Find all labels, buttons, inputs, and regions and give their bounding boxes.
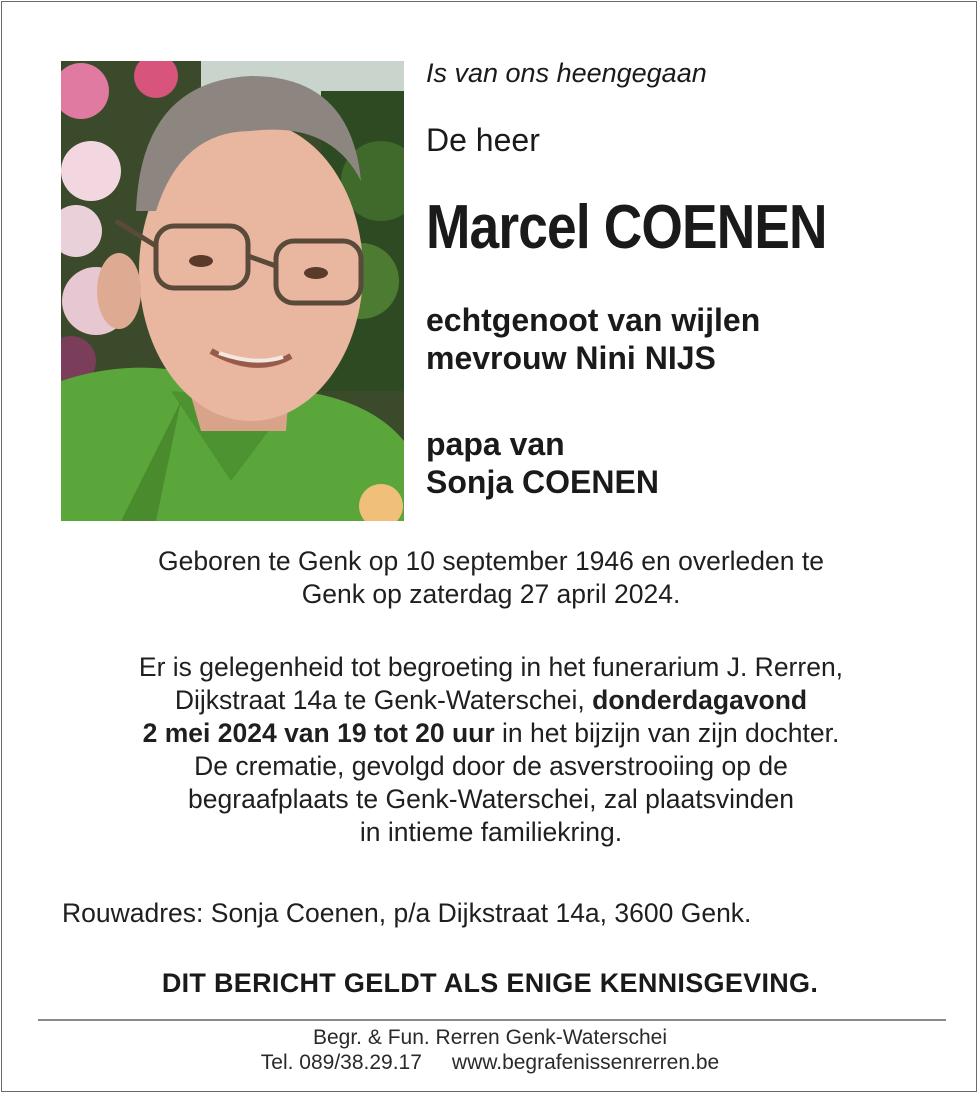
visit-line-3-bold: 2 mei 2024 van 19 tot 20 uur — [142, 718, 495, 748]
portrait-photo — [61, 61, 404, 521]
child-line-2: Sonja COENEN — [426, 464, 659, 500]
spouse-info — [426, 301, 760, 377]
spouse-line-2: mevrouw Nini NIJS — [426, 340, 716, 376]
visit-line-2-bold: donderdagavond — [592, 685, 808, 715]
deceased-name: Marcel COENEN — [426, 193, 827, 262]
visit-line-5: begraafplaats te Genk-Waterschei, zal plaatsvinden — [188, 784, 794, 814]
honorific: De heer — [426, 122, 540, 158]
mourning-address: Rouwadres: Sonja Coenen, p/a Dijkstraat 14a, 3600 Genk. — [62, 898, 752, 928]
funeral-home-website[interactable]: www.begrafenissenrerren.be — [451, 1051, 720, 1074]
obituary-card — [1, 1, 977, 1092]
visit-line-4: De crematie, gevolgd door de asverstrooiing op de — [194, 751, 788, 781]
visitation-paragraph — [32, 651, 950, 849]
funeral-home-contact — [2, 1051, 978, 1075]
born-line-2: Genk op zaterdag 27 april 2024. — [301, 579, 681, 609]
visit-line-3-plain: in het bijzijn van zijn dochter. — [494, 718, 840, 748]
visit-line-1: Er is gelegenheid tot begroeting in het funerarium J. Rerren, — [138, 652, 844, 682]
child-info — [426, 425, 659, 501]
child-line-1: papa van — [426, 426, 565, 462]
funeral-home-name: Begr. & Fun. Rerren Genk-Waterschei — [312, 1026, 668, 1049]
visit-line-3 — [32, 717, 950, 750]
official-notice: DIT BERICHT GELDT ALS ENIGE KENNISGEVING. — [161, 968, 819, 998]
birth-death-paragraph — [32, 545, 950, 611]
visit-line-6: in intieme familiekring. — [359, 817, 623, 847]
portrait-illustration — [61, 61, 404, 521]
visit-line-2 — [32, 684, 950, 717]
funeral-home-phone: Tel. 089/38.29.17 — [260, 1051, 422, 1074]
intro-text: Is van ons heengegaan — [426, 58, 707, 88]
spouse-line-1: echtgenoot van wijlen — [426, 302, 761, 338]
visit-line-2-plain: Dijkstraat 14a te Genk-Waterschei, — [174, 685, 593, 715]
born-line-1: Geboren te Genk op 10 september 1946 en overleden te — [158, 546, 824, 576]
footer-divider — [38, 1019, 946, 1021]
